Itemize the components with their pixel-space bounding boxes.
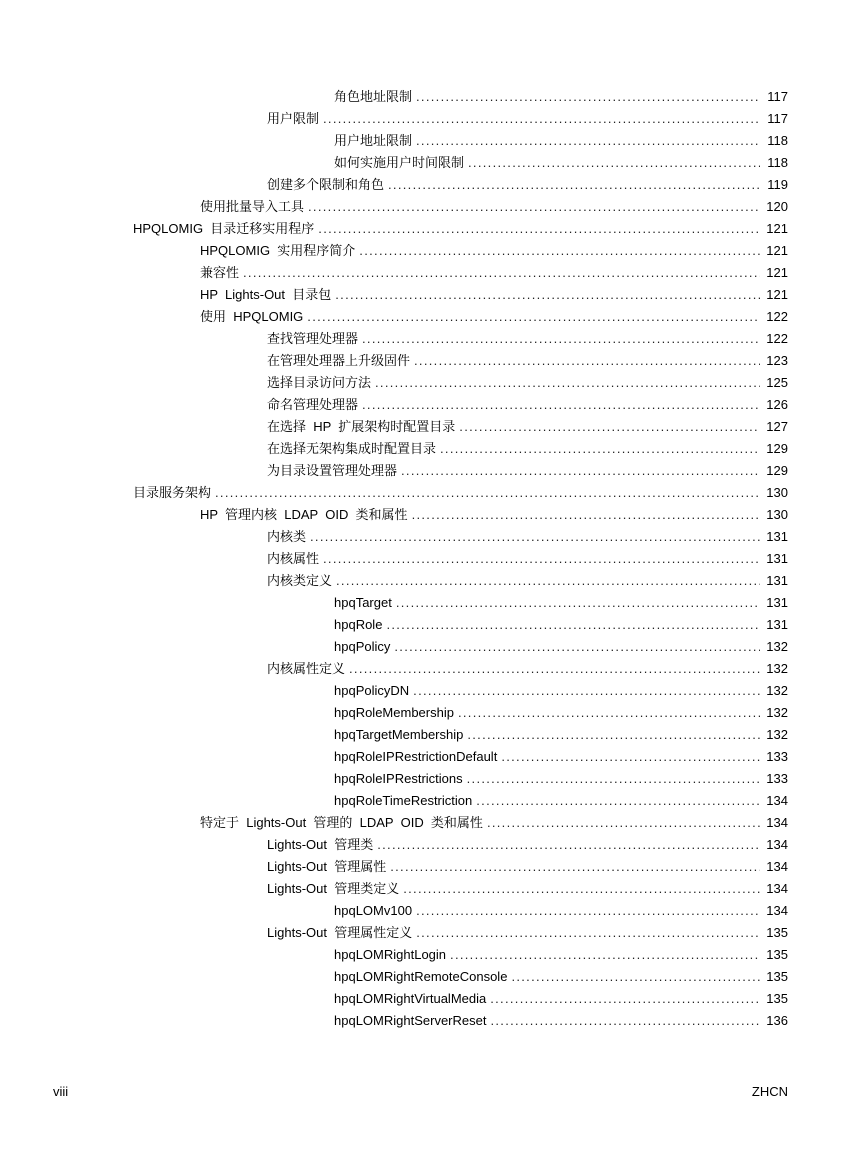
toc-leader-dots — [349, 658, 760, 680]
toc-entry[interactable] — [0, 240, 868, 262]
toc-entry[interactable] — [0, 614, 868, 636]
toc-entry[interactable] — [0, 702, 868, 724]
toc-entry-page: 133 — [766, 749, 788, 764]
toc-entry[interactable] — [0, 988, 868, 1010]
toc-leader-dots — [243, 262, 760, 284]
toc-leader-dots — [336, 570, 760, 592]
toc-entry-title: 用户限制 — [267, 111, 320, 126]
toc-entry-title: hpqRoleTimeRestriction — [334, 793, 473, 808]
toc-entry-page: 117 — [767, 111, 788, 126]
toc-leader-dots — [310, 526, 760, 548]
toc-leader-dots — [467, 724, 760, 746]
toc-entry-title: 在选择无架构集成时配置目录 — [267, 441, 437, 456]
toc-entry-title: Lights-Out 管理属性 — [267, 859, 387, 874]
toc-entry[interactable] — [0, 350, 868, 372]
toc-leader-dots — [362, 328, 760, 350]
toc-entry-title: hpqPolicy — [334, 639, 391, 654]
toc-entry-page: 132 — [766, 727, 788, 742]
toc-leader-dots — [401, 460, 760, 482]
toc-entry-page: 121 — [766, 287, 788, 302]
toc-leader-dots — [487, 812, 760, 834]
toc-entry-title: HP 管理内核 LDAP OID 类和属性 — [200, 507, 408, 522]
toc-entry[interactable] — [0, 1010, 868, 1032]
toc-entry-page: 132 — [766, 705, 788, 720]
toc-leader-dots — [388, 174, 760, 196]
toc-entry-title: 使用批量导入工具 — [200, 199, 305, 214]
toc-entry[interactable] — [0, 152, 868, 174]
toc-leader-dots — [416, 130, 760, 152]
toc-entry[interactable] — [0, 306, 868, 328]
toc-leader-dots — [490, 1010, 760, 1032]
toc-leader-dots — [318, 218, 760, 240]
toc-entry[interactable] — [0, 548, 868, 570]
toc-entry-page: 121 — [766, 265, 788, 280]
toc-entry-title: 内核属性定义 — [267, 661, 346, 676]
toc-entry-title: hpqLOMRightRemoteConsole — [334, 969, 508, 984]
toc-entry-title: 角色地址限制 — [334, 89, 413, 104]
toc-leader-dots — [467, 768, 760, 790]
toc-leader-dots — [511, 966, 760, 988]
toc-entry[interactable] — [0, 196, 868, 218]
toc-entry-title: HP Lights-Out 目录包 — [200, 287, 332, 302]
toc-leader-dots — [490, 988, 760, 1010]
toc-entry-page: 123 — [766, 353, 788, 368]
toc-entry-page: 120 — [766, 199, 788, 214]
toc-entry-title: 内核属性 — [267, 551, 320, 566]
toc-entry[interactable] — [0, 658, 868, 680]
toc-entry-title: hpqLOMRightServerReset — [334, 1013, 487, 1028]
toc-entry[interactable] — [0, 218, 868, 240]
toc-leader-dots — [416, 922, 760, 944]
toc-entry-page: 136 — [766, 1013, 788, 1028]
toc-entry-title: HPQLOMIG 实用程序简介 — [200, 243, 356, 258]
toc-entry[interactable] — [0, 944, 868, 966]
toc-leader-dots — [450, 944, 760, 966]
toc-entry-page: 121 — [766, 221, 788, 236]
toc-leader-dots — [403, 878, 760, 900]
toc-entry-title: 在管理处理器上升级固件 — [267, 353, 411, 368]
toc-entry[interactable] — [0, 504, 868, 526]
toc-entry-title: hpqRoleIPRestrictions — [334, 771, 463, 786]
toc-entry-page: 134 — [766, 793, 788, 808]
toc-entry[interactable] — [0, 438, 868, 460]
toc-entry-page: 134 — [766, 903, 788, 918]
toc-entry-page: 134 — [766, 815, 788, 830]
toc-entry-page: 126 — [766, 397, 788, 412]
toc-leader-dots — [308, 196, 760, 218]
toc-entry-title: 为目录设置管理处理器 — [267, 463, 398, 478]
table-of-contents — [0, 86, 868, 1032]
toc-entry-title: 内核类定义 — [267, 573, 333, 588]
toc-entry[interactable] — [0, 108, 868, 130]
toc-entry[interactable] — [0, 328, 868, 350]
toc-leader-dots — [394, 636, 760, 658]
toc-entry-title: 使用 HPQLOMIG — [200, 309, 304, 324]
toc-entry-page: 135 — [766, 991, 788, 1006]
toc-leader-dots — [501, 746, 760, 768]
toc-entry-page: 122 — [766, 331, 788, 346]
toc-entry[interactable] — [0, 900, 868, 922]
toc-leader-dots — [458, 702, 760, 724]
toc-entry-page: 127 — [766, 419, 788, 434]
toc-entry[interactable] — [0, 130, 868, 152]
toc-entry-page: 131 — [766, 529, 788, 544]
toc-entry-title: hpqLOMv100 — [334, 903, 413, 918]
toc-entry-page: 135 — [766, 947, 788, 962]
page-number: viii — [53, 1084, 69, 1099]
toc-leader-dots — [414, 350, 760, 372]
toc-leader-dots — [386, 614, 760, 636]
toc-entry-title: Lights-Out 管理类 — [267, 837, 374, 852]
toc-entry[interactable] — [0, 526, 868, 548]
locale-label: ZHCN — [751, 1084, 788, 1099]
toc-entry[interactable] — [0, 834, 868, 856]
toc-entry[interactable] — [0, 680, 868, 702]
toc-entry-title: 查找管理处理器 — [267, 331, 359, 346]
toc-entry[interactable] — [0, 746, 868, 768]
toc-entry-title: hpqRoleMembership — [334, 705, 454, 720]
toc-leader-dots — [390, 856, 760, 878]
toc-entry[interactable] — [0, 878, 868, 900]
toc-entry[interactable] — [0, 86, 868, 108]
toc-leader-dots — [362, 394, 760, 416]
toc-entry-title: 用户地址限制 — [334, 133, 413, 148]
toc-entry-page: 122 — [766, 309, 788, 324]
toc-entry-title: 内核类 — [267, 529, 307, 544]
toc-entry-title: hpqTarget — [334, 595, 392, 610]
toc-leader-dots — [416, 900, 760, 922]
toc-entry-page: 131 — [766, 551, 788, 566]
toc-entry-title: hpqPolicyDN — [334, 683, 410, 698]
toc-entry-page: 129 — [766, 463, 788, 478]
toc-entry-page: 130 — [766, 507, 788, 522]
toc-leader-dots — [335, 284, 760, 306]
toc-entry-page: 135 — [766, 969, 788, 984]
toc-entry-page: 118 — [767, 133, 788, 148]
toc-entry-title: 兼容性 — [200, 265, 240, 280]
toc-leader-dots — [440, 438, 760, 460]
toc-entry-page: 131 — [766, 617, 788, 632]
toc-entry-page: 119 — [767, 177, 788, 192]
toc-entry[interactable] — [0, 966, 868, 988]
toc-leader-dots — [323, 108, 760, 130]
toc-entry-page: 130 — [766, 485, 788, 500]
toc-entry-page: 134 — [766, 859, 788, 874]
toc-entry-title: 命名管理处理器 — [267, 397, 359, 412]
toc-leader-dots — [413, 680, 760, 702]
toc-entry-page: 129 — [766, 441, 788, 456]
toc-entry-title: HPQLOMIG 目录迁移实用程序 — [133, 221, 315, 236]
toc-leader-dots — [459, 416, 760, 438]
toc-entry-page: 132 — [766, 661, 788, 676]
toc-entry[interactable] — [0, 922, 868, 944]
toc-entry[interactable] — [0, 768, 868, 790]
toc-entry[interactable] — [0, 724, 868, 746]
toc-entry-title: hpqLOMRightLogin — [334, 947, 447, 962]
toc-entry[interactable] — [0, 482, 868, 504]
toc-entry-page: 125 — [766, 375, 788, 390]
toc-leader-dots — [375, 372, 760, 394]
toc-entry-page: 131 — [766, 573, 788, 588]
toc-entry-title: hpqRoleIPRestrictionDefault — [334, 749, 498, 764]
toc-entry-title: hpqLOMRightVirtualMedia — [334, 991, 487, 1006]
toc-entry-title: 创建多个限制和角色 — [267, 177, 385, 192]
toc-entry-title: 选择目录访问方法 — [267, 375, 372, 390]
toc-entry-title: 特定于 Lights-Out 管理的 LDAP OID 类和属性 — [200, 815, 483, 830]
toc-entry[interactable] — [0, 856, 868, 878]
toc-leader-dots — [416, 86, 760, 108]
toc-leader-dots — [468, 152, 760, 174]
toc-entry[interactable] — [0, 262, 868, 284]
toc-entry-page: 134 — [766, 837, 788, 852]
toc-entry[interactable] — [0, 284, 868, 306]
toc-entry-page: 132 — [766, 683, 788, 698]
toc-leader-dots — [215, 482, 760, 504]
toc-leader-dots — [323, 548, 760, 570]
toc-leader-dots — [359, 240, 760, 262]
toc-entry-title: 目录服务架构 — [133, 485, 212, 500]
toc-entry-page: 121 — [766, 243, 788, 258]
toc-leader-dots — [377, 834, 760, 856]
toc-entry[interactable] — [0, 394, 868, 416]
toc-leader-dots — [396, 592, 760, 614]
toc-entry-title: Lights-Out 管理属性定义 — [267, 925, 413, 940]
toc-entry[interactable] — [0, 416, 868, 438]
toc-entry-page: 118 — [767, 155, 788, 170]
toc-entry[interactable] — [0, 460, 868, 482]
toc-leader-dots — [307, 306, 760, 328]
toc-entry-title: hpqRole — [334, 617, 383, 632]
toc-entry-title: 在选择 HP 扩展架构时配置目录 — [267, 419, 456, 434]
toc-entry-page: 132 — [766, 639, 788, 654]
toc-entry-title: hpqTargetMembership — [334, 727, 464, 742]
toc-leader-dots — [476, 790, 760, 812]
toc-entry-page: 133 — [766, 771, 788, 786]
toc-entry-page: 131 — [766, 595, 788, 610]
toc-entry[interactable] — [0, 592, 868, 614]
toc-entry-page: 135 — [766, 925, 788, 940]
toc-entry-title: Lights-Out 管理类定义 — [267, 881, 400, 896]
toc-entry[interactable] — [0, 174, 868, 196]
toc-entry[interactable] — [0, 372, 868, 394]
toc-entry[interactable] — [0, 812, 868, 834]
toc-leader-dots — [412, 504, 760, 526]
toc-entry-page: 117 — [767, 89, 788, 104]
toc-entry-page: 134 — [766, 881, 788, 896]
toc-entry[interactable] — [0, 570, 868, 592]
toc-entry-title: 如何实施用户时间限制 — [334, 155, 465, 170]
toc-entry[interactable] — [0, 790, 868, 812]
toc-entry[interactable] — [0, 636, 868, 658]
